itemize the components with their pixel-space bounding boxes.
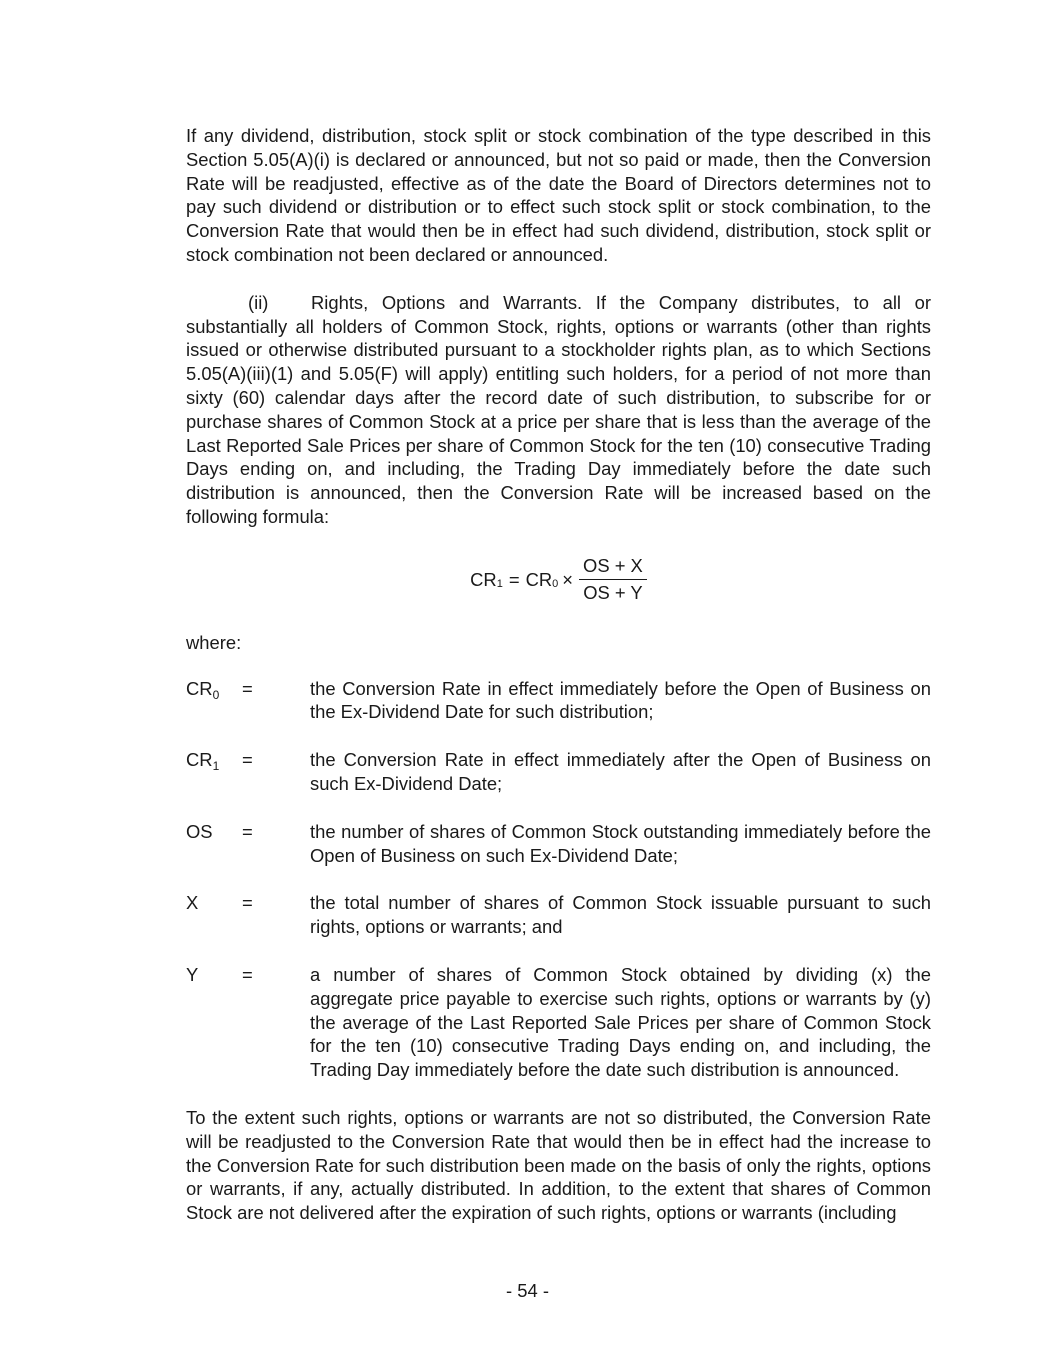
- clause-text: Rights, Options and Warrants. If the Company distributes, to all or substantially all holders of Common Stock, rights, options or warrants (other than rights issued or otherwise distributed pursuant to a stockholder rights plan, as to which Sections 5.05(A)(iii)(1) and 5.05(F) will apply) entitling such holders, for a period of not more than sixty (60) calendar days after the record date of such distribution, to subscribe for or purchase shares of Common Stock at a price per share that is less than the average of the Last Reported Sale Prices per share of Common Stock for the ten (10) consecutive Trading Days ending on, and including, the Trading Day immediately before the date such distribution is announced, then the Conversion Rate will be increased based on the following formula:: [186, 291, 931, 527]
- formula-cr0-sub: 0: [552, 577, 559, 590]
- definition-text: the Conversion Rate in effect immediately after the Open of Business on such Ex-Dividend Date;: [310, 749, 931, 794]
- formula-numerator: OS + X: [579, 555, 647, 580]
- formula-equals: =: [508, 568, 520, 590]
- term-base: CR: [186, 749, 213, 771]
- formula-times: ×: [562, 568, 574, 590]
- formula-cr0-base: CR: [525, 568, 553, 590]
- formula-fraction: [579, 555, 647, 604]
- definition-os: [186, 820, 931, 868]
- definition-term: [186, 891, 242, 939]
- definition-x: [186, 891, 931, 939]
- term-base: OS: [186, 820, 213, 842]
- definition-equals: =: [242, 820, 253, 842]
- definition-equals: =: [242, 749, 253, 771]
- clause-number: (ii): [248, 291, 269, 313]
- definition-term: [186, 748, 242, 796]
- where-label: where:: [186, 631, 242, 653]
- term-base: X: [186, 892, 199, 914]
- paragraph-readjustment-rights: To the extent such rights, options or warrants are not so distributed, the Conversion Rate will be readjusted to the Conversion Rate that would then be in effect had the increase to the Conversion Rate for such distribution been made on the basis of only the rights, options or warrants, if any, actually distributed. In addition, to the extent that shares of Common Stock are not delivered after the expiration of such rights, options or warrants (including: [186, 1106, 931, 1224]
- term-sub: 0: [212, 687, 220, 702]
- page-number: - 54 -: [506, 1280, 549, 1301]
- definition-term: [186, 963, 242, 1082]
- definition-equals: =: [242, 963, 253, 985]
- definition-y: [186, 963, 931, 1082]
- definition-text: the total number of shares of Common Stock issuable pursuant to such rights, options or warrants; and: [310, 892, 931, 938]
- term-base: CR: [186, 677, 213, 699]
- definition-term: [186, 820, 242, 868]
- term-sub: 1: [212, 759, 220, 774]
- paragraph-rights-options-warrants: [186, 291, 931, 529]
- term-base: Y: [186, 963, 199, 985]
- formula-lhs: [470, 568, 577, 592]
- definition-cr0: [186, 677, 931, 725]
- definition-text: a number of shares of Common Stock obtained by dividing (x) the aggregate price payable to exercise such rights, options or warrants by (y) the average of the Last Reported Sale Prices per share of Common Stock for the ten (10) consecutive Trading Days ending on, and including, the Trading Day immediately before the date such distribution is announced.: [310, 963, 931, 1081]
- definition-cr1: [186, 748, 931, 796]
- formula-cr1-base: CR: [470, 568, 497, 590]
- formula-cr1-sub: 1: [496, 577, 503, 590]
- definition-text: the number of shares of Common Stock outstanding immediately before the Open of Business on such Ex-Dividend Date;: [310, 820, 931, 866]
- definition-text: the Conversion Rate in effect immediately before the Open of Business on the Ex-Dividend Date for such distribution;: [310, 677, 931, 723]
- definition-term: [186, 677, 242, 725]
- definition-equals: =: [242, 892, 253, 914]
- definition-equals: =: [242, 677, 253, 699]
- document-page: [186, 124, 931, 1249]
- conversion-rate-formula: [186, 553, 931, 607]
- formula-denominator: OS + Y: [583, 582, 643, 604]
- paragraph-readjustment: If any dividend, distribution, stock split or stock combination of the type described in this Section 5.05(A)(i) is declared or announced, but not so paid or made, then the Conversion Rate will be readjusted, effective as of the date the Board of Directors determines not to pay such dividend or distribution or to effect such stock split or stock combination, to the Conversion Rate that would then be in effect had such dividend, distribution, stock split or stock combination not been declared or announced.: [186, 125, 931, 265]
